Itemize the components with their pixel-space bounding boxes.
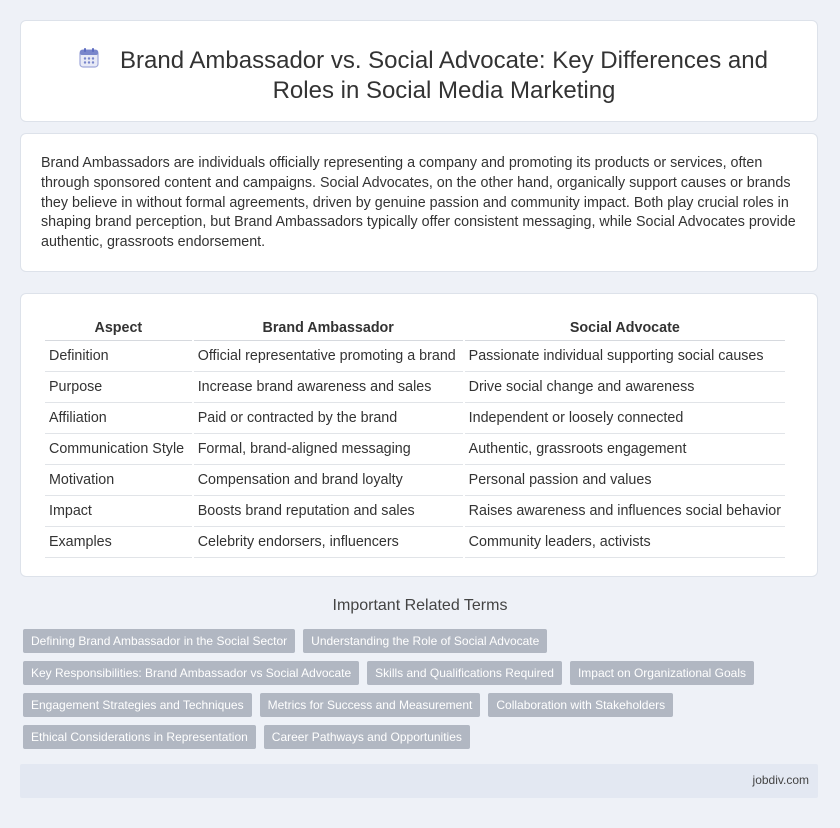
related-terms-heading: Important Related Terms	[332, 597, 508, 614]
table-row	[45, 341, 785, 372]
table-cell: Examples	[45, 527, 192, 558]
column-header: Aspect	[45, 314, 192, 341]
table-cell: Impact	[45, 496, 192, 527]
tag-row	[23, 693, 803, 717]
footer-site-link[interactable]: jobdiv.com	[752, 773, 809, 787]
table-cell: Celebrity endorsers, influencers	[194, 527, 463, 558]
table-cell: Communication Style	[45, 434, 192, 465]
tag-row	[23, 725, 803, 749]
tag-row	[23, 629, 803, 653]
table-cell: Raises awareness and influences social behavior	[465, 496, 785, 527]
tag-row	[23, 661, 803, 685]
related-term-tag[interactable]: Career Pathways and Opportunities	[264, 725, 470, 749]
related-term-tag[interactable]: Impact on Organizational Goals	[570, 661, 754, 685]
table-cell: Boosts brand reputation and sales	[194, 496, 463, 527]
table-cell: Independent or loosely connected	[465, 403, 785, 434]
table-cell: Drive social change and awareness	[465, 372, 785, 403]
table-cell: Affiliation	[45, 403, 192, 434]
footer	[20, 764, 818, 798]
intro-card	[20, 133, 818, 272]
table-cell: Official representative promoting a brand	[194, 341, 463, 372]
table-cell: Compensation and brand loyalty	[194, 465, 463, 496]
table-cell: Definition	[45, 341, 192, 372]
table-cell: Passionate individual supporting social causes	[465, 341, 785, 372]
column-header: Brand Ambassador	[194, 314, 463, 341]
related-term-tag[interactable]: Skills and Qualifications Required	[367, 661, 562, 685]
title-card	[20, 20, 818, 122]
related-term-tag[interactable]: Metrics for Success and Measurement	[260, 693, 481, 717]
table-cell: Formal, brand-aligned messaging	[194, 434, 463, 465]
related-term-tag[interactable]: Collaboration with Stakeholders	[488, 693, 673, 717]
table-row	[45, 372, 785, 403]
table-row	[45, 496, 785, 527]
table-cell: Increase brand awareness and sales	[194, 372, 463, 403]
column-header: Social Advocate	[465, 314, 785, 341]
table-cell: Paid or contracted by the brand	[194, 403, 463, 434]
table-cell: Personal passion and values	[465, 465, 785, 496]
table-cell: Purpose	[45, 372, 192, 403]
table-row	[45, 403, 785, 434]
related-term-tag[interactable]: Engagement Strategies and Techniques	[23, 693, 252, 717]
table-row	[45, 434, 785, 465]
comparison-table	[43, 314, 787, 558]
related-terms-list	[23, 629, 803, 757]
table-cell: Authentic, grassroots engagement	[465, 434, 785, 465]
related-term-tag[interactable]: Ethical Considerations in Representation	[23, 725, 256, 749]
table-row	[45, 465, 785, 496]
comparison-card	[20, 293, 818, 577]
related-term-tag[interactable]: Key Responsibilities: Brand Ambassador vs Social Advocate	[23, 661, 359, 685]
related-term-tag[interactable]: Defining Brand Ambassador in the Social Sector	[23, 629, 295, 653]
table-row	[45, 527, 785, 558]
intro-paragraph: Brand Ambassadors are individuals officially representing a company and promoting its products or services, often through sponsored content and campaigns. Social Advocates, on the other hand, organically support causes or brands they believe in without formal agreements, driven by genuine passion and community impact. Both play crucial roles in shaping brand perception, but Brand Ambassadors typically offer consistent messaging, while Social Advocates provide authentic, grassroots endorsement.	[41, 155, 796, 251]
table-cell: Motivation	[45, 465, 192, 496]
table-header-row	[45, 314, 785, 341]
table-cell: Community leaders, activists	[465, 527, 785, 558]
page-title: Brand Ambassador vs. Social Advocate: Key Differences and Roles in Social Media Marketing	[120, 47, 768, 104]
related-term-tag[interactable]: Understanding the Role of Social Advocate	[303, 629, 547, 653]
